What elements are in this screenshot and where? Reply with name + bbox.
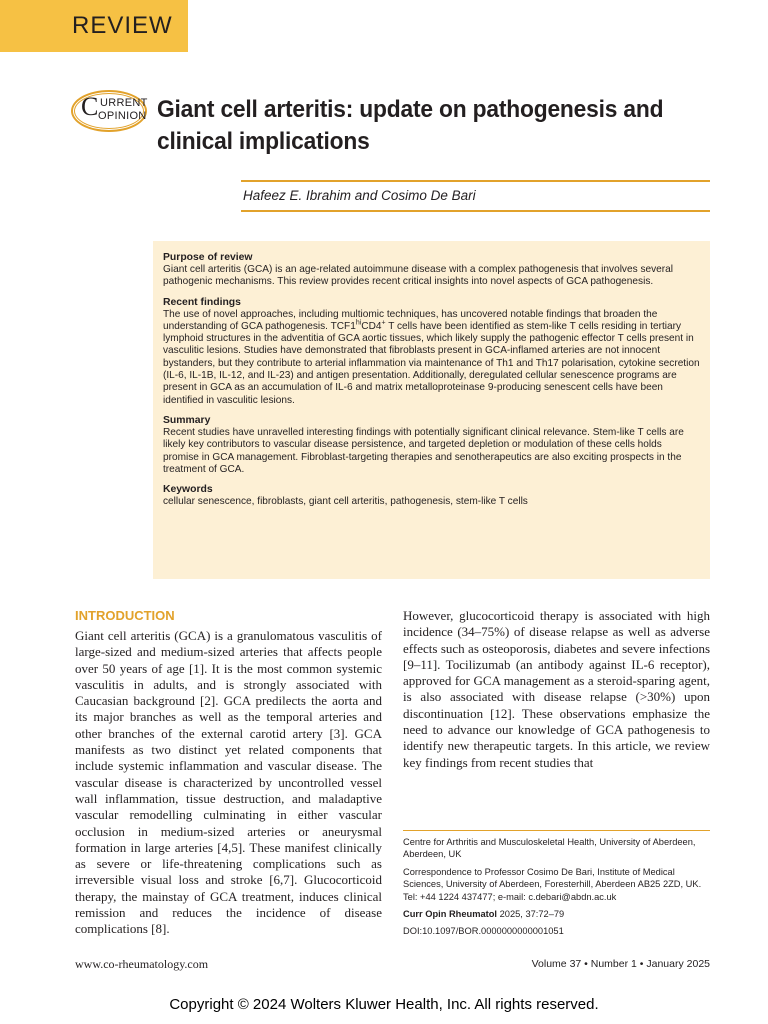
footer-website[interactable]: www.co-rheumatology.com — [75, 957, 209, 971]
affiliation-block — [403, 830, 710, 943]
journal-name: Curr Opin Rheumatol — [403, 909, 498, 920]
findings-text-1: The use of novel approaches, including multiomic techniques, has uncovered notable findings that broaden the understanding of GCA pathogenesis. TCF1 — [163, 308, 658, 332]
findings-heading: Recent findings — [163, 296, 241, 308]
logo-line2: OPINION — [98, 110, 147, 122]
body-column-right — [403, 608, 710, 771]
findings-text-3: T cells have been identified as stem-like T cells residing in tertiary lymphoid structures in the adventitia of GCA aortic tissues, which likely supply the pathogenic effector T cells present in vasculitic lesions. Studies have demonstrated that fibroblasts present in GCA-inflamed arteries are not innocent bystanders, but they contribute to arterial inflammation via maintenance of Th1 and Th17 polarisation, cytokine secretion (IL-6, IL-1B, IL-12, and IL-23) and antigen presentation. Additionally, deregulated cellular senescence programs are present in GCA as an accumulation of IL-6 and matrix metalloproteinase 9-producing senescent cells have been identified in vasculitic lesions. — [163, 320, 700, 406]
findings-sup-2: + — [381, 319, 386, 327]
authors: Hafeez E. Ibrahim and Cosimo De Bari — [243, 188, 476, 203]
review-label: REVIEW — [72, 12, 173, 39]
findings-sup-1: hi — [355, 319, 362, 327]
title-rule-top — [241, 180, 710, 182]
citation-details: 2025, 37:72–79 — [497, 909, 565, 920]
body-column-left — [75, 608, 382, 938]
keywords-heading: Keywords — [163, 484, 213, 496]
introduction-continued: However, glucocorticoid therapy is associated with high incidence (34–75%) of disease relapse as well as adverse effects such as osteoporosis, diabetes and severe infections [9–11]. Tocilizumab (an antibody against IL-6 receptor), approved for GCA management as a steroid-sparing agent, is also associated with disease relapse (>30%) upon discontinuation [12]. These observations emphasize the need to advance our knowledge of GCA pathogenesis to identify new therapeutic targets. In this article, we review key findings from recent studies that — [403, 608, 710, 770]
copyright-notice: Copyright © 2024 Wolters Kluwer Health, Inc. All rights reserved. — [169, 996, 599, 1013]
introduction-heading: INTRODUCTION — [75, 608, 175, 623]
introduction-paragraph: Giant cell arteritis (GCA) is a granulomatous vasculitis of large-sized and medium-sized arteries that affects people over 50 years of age [1]. It is the most common systemic vasculitis in adults, and is strongly associated with Caucasian background [2]. GCA predilects the aorta and its major branches as well as the temporal arteries and other branches of the external carotid artery [3]. GCA manifests as two distinct yet related components that include systemic inflammation and vascular disease. The vascular disease is characterized by uncontrolled vessel wall inflammation, tissue destruction, and maladaptive vascular remodelling culminating in either vascular occlusion in medium-sized arteries or aneurysmal formation in large arteries [4,5]. These manifest clinically as severe or life-threatening complications such as irreversible visual loss and stroke [6,7]. Glucocorticoid therapy, the mainstay of GCA treatment, induces clinical remission and reduces the incidence of disease complications [8]. — [75, 628, 382, 937]
affiliation-centre: Centre for Arthritis and Musculoskeletal Health, University of Aberdeen, Aberdeen, UK — [403, 837, 696, 860]
review-tab — [0, 0, 188, 52]
logo-initial: C — [81, 92, 99, 121]
abstract-box — [153, 241, 710, 579]
current-opinion-logo — [71, 90, 147, 132]
article-title: Giant cell arteritis: update on pathogenesis and clinical implications — [157, 96, 664, 155]
purpose-text: Giant cell arteritis (GCA) is an age-related autoimmune disease with a complex pathogenesis that involves several pathogenic mechanisms. This review provides recent critical insights into novel aspects of GCA pathogenesis. — [163, 264, 673, 288]
footer-issue: Volume 37 • Number 1 • January 2025 — [531, 958, 710, 970]
citation-line — [403, 908, 710, 920]
title-rule-bottom — [241, 210, 710, 212]
findings-text — [163, 309, 700, 407]
logo-line1: URRENT — [100, 97, 148, 109]
findings-text-2: CD4 — [361, 320, 382, 332]
keywords-text: cellular senescence, fibroblasts, giant cell arteritis, pathogenesis, stem-like T cells — [163, 496, 528, 508]
summary-text: Recent studies have unravelled interesting findings with potentially significant clinical relevance. Stem-like T cells are likely key contributors to vascular disease persistence, and targeted depletion or modulation of these cells holds promise in GCA management. Fibroblast-targeting therapies and senotherapeutics are also exciting prospects in the treatment of GCA. — [163, 426, 684, 475]
purpose-heading: Purpose of review — [163, 252, 253, 263]
affiliation-correspondence: Correspondence to Professor Cosimo De Bari, Institute of Medical Sciences, University of Aberdeen, Foresterhill, Aberdeen AB25 2ZD, UK. Tel: +44 1224 437477; e-mail: c.debari@abdn.ac.uk — [403, 866, 702, 902]
doi: DOI:10.1097/BOR.0000000000001051 — [403, 926, 564, 937]
summary-heading: Summary — [163, 414, 211, 426]
